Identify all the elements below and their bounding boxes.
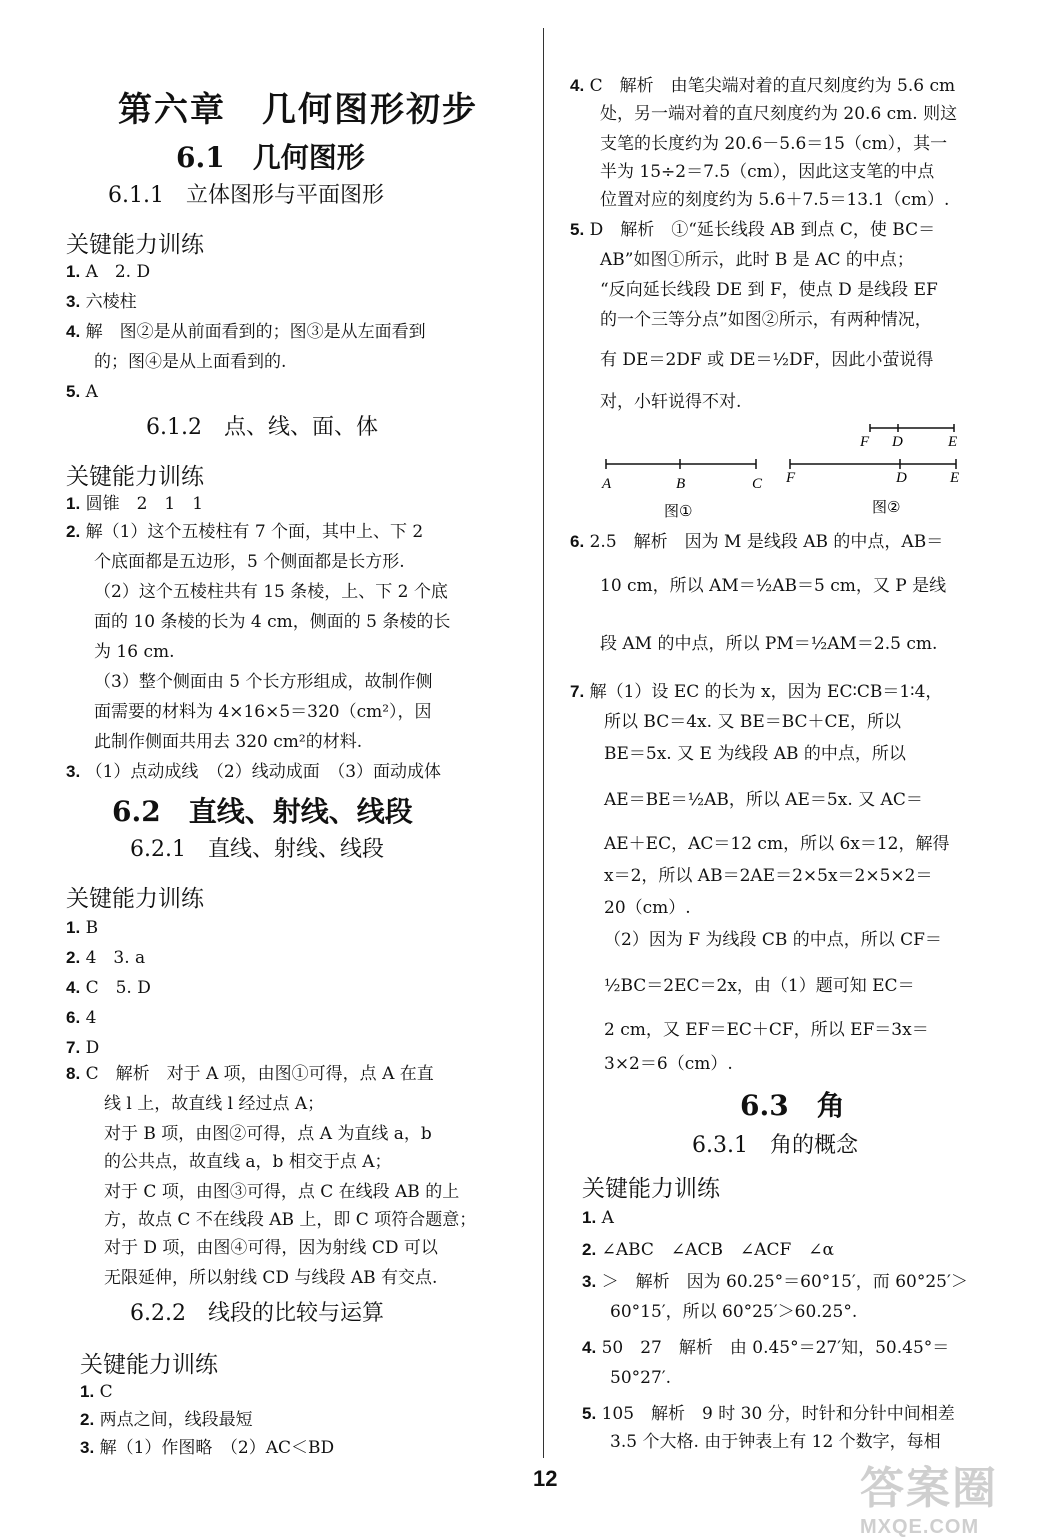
answer-line <box>600 104 957 124</box>
answer-line <box>66 382 98 402</box>
line-text: 解（1）作图略 （2）AC＜BD <box>99 1438 335 1458</box>
line-text: C 5. D <box>85 978 151 998</box>
answer-line <box>570 532 943 552</box>
line-text: x＝2，所以 AB＝2AE＝2×5x＝2×5×2＝ <box>604 866 933 886</box>
answer-line <box>66 322 426 342</box>
line-text: 六棱柱 <box>85 292 137 312</box>
segment-figure <box>600 424 980 524</box>
answer-line <box>66 262 150 282</box>
line-text: 两点之间，线段最短 <box>99 1410 253 1430</box>
answer-line <box>600 634 937 654</box>
question-number: 2. <box>582 1240 597 1259</box>
answer-line <box>600 280 938 300</box>
answer-line <box>604 834 950 854</box>
answer-line <box>600 310 932 330</box>
answer-line <box>66 1008 96 1028</box>
answer-line <box>604 1054 733 1074</box>
answer-line <box>66 918 98 938</box>
line-text: A <box>601 1208 614 1228</box>
line-text: 段 AM 的中点，所以 PM＝½AM＝2.5 cm. <box>600 634 938 654</box>
line-text: B <box>85 918 99 938</box>
answer-line <box>94 552 405 572</box>
line-text: 对，小轩说得不对. <box>600 392 742 412</box>
line-text: 支笔的长度约为 20.6－5.6＝15（cm），其一 <box>600 134 948 154</box>
answer-line <box>604 898 691 918</box>
question-number: 5. <box>570 220 585 239</box>
answer-line <box>570 682 942 702</box>
line-text: 此制作侧面共用去 320 cm²的材料. <box>94 732 363 752</box>
line-text: 3.5 个大格. 由于钟表上有 12 个数字，每相 <box>610 1432 941 1452</box>
line-text: 无限延伸，所以射线 CD 与线段 AB 有交点. <box>104 1268 438 1288</box>
answer-line <box>94 732 362 752</box>
answer-line <box>604 790 923 810</box>
line-text: 第六章 几何图形初步 <box>118 90 478 130</box>
line-text: 解（1）设 EC 的长为 x，因为 EC∶CB＝1∶4， <box>589 682 943 702</box>
exercise-heading <box>66 226 204 259</box>
question-number: 7. <box>66 1038 81 1057</box>
page-number: 12 <box>533 1466 558 1491</box>
answer-line <box>66 494 203 514</box>
answer-line <box>604 866 932 886</box>
line-text: ½BC＝2EC＝2x，由（1）题可知 EC＝ <box>604 976 915 996</box>
fig2a-point-f: F <box>860 434 870 450</box>
line-text: ＞ 解析 因为 60.25°＝60°15′，而 60°25′＞ <box>601 1272 968 1292</box>
answer-line <box>104 1268 437 1288</box>
line-text: （1）点动成线 （2）线动成面 （3）面动成体 <box>85 762 442 782</box>
answer-line <box>570 220 935 240</box>
line-text: C 解析 对于 A 项，由图①可得，点 A 在直 <box>85 1064 434 1084</box>
question-number: 2. <box>80 1410 95 1429</box>
answer-line <box>600 392 741 412</box>
answer-line <box>104 1182 459 1202</box>
section-title <box>112 790 413 830</box>
line-text: 有 DE＝2DF 或 DE＝½DF，因此小萤说得 <box>600 350 934 370</box>
answer-line <box>600 134 947 154</box>
answer-line <box>104 1210 476 1230</box>
line-text: D <box>85 1038 100 1058</box>
line-text: C 解析 由笔尖端对着的直尺刻度约为 5.6 cm <box>589 76 956 96</box>
answer-line <box>600 576 946 596</box>
question-number: 6. <box>66 1008 81 1027</box>
line-text: （2）这个五棱柱共有 15 条棱，上、下 2 个底 <box>94 582 448 602</box>
line-text: 6.2.2 线段的比较与运算 <box>130 1301 384 1326</box>
answer-line <box>94 612 450 632</box>
line-text: ∠ABC ∠ACB ∠ACF ∠α <box>601 1240 834 1260</box>
line-text: 的；图④是从上面看到的. <box>94 352 287 372</box>
fig1-point-c: C <box>752 476 763 492</box>
question-number: 3. <box>582 1272 597 1291</box>
answer-line <box>570 76 955 96</box>
answer-line <box>604 1020 929 1040</box>
line-text: 2 cm，又 EF＝EC＋CF，所以 EF＝3x＝ <box>604 1020 929 1040</box>
question-number: 4. <box>66 978 81 997</box>
line-text: 关键能力训练 <box>66 886 204 912</box>
fig1-point-a: A <box>602 476 612 492</box>
subsection-title <box>692 1128 858 1159</box>
line-text: 关键能力训练 <box>80 1352 218 1378</box>
watermark <box>860 1452 1040 1538</box>
answer-line <box>104 1238 438 1258</box>
question-number: 1. <box>66 494 81 513</box>
question-number: 1. <box>582 1208 597 1227</box>
line-text: 对于 C 项，由图③可得，点 C 在线段 AB 的上 <box>104 1182 460 1202</box>
question-number: 8. <box>66 1064 81 1083</box>
question-number: 6. <box>570 532 585 551</box>
question-number: 3. <box>66 762 81 781</box>
line-text: 圆锥 2 1 1 <box>85 494 204 514</box>
exercise-heading <box>66 458 204 491</box>
answer-line <box>582 1338 949 1358</box>
answer-line <box>582 1240 834 1260</box>
line-text: 解（1）这个五棱柱有 7 个面，其中上、下 2 <box>85 522 424 542</box>
answer-line <box>80 1410 253 1430</box>
line-text: 50°27′. <box>610 1368 672 1388</box>
answer-line <box>66 1064 434 1084</box>
question-number: 1. <box>80 1382 95 1401</box>
answer-line <box>604 930 942 950</box>
answer-line <box>66 762 441 782</box>
answer-line <box>610 1368 671 1388</box>
answer-line <box>604 744 906 764</box>
watermark-url: MXQE.COM <box>860 1516 980 1538</box>
line-text: （3）整个侧面由 5 个长方形组成，故制作侧 <box>94 672 433 692</box>
watermark-logo-text: 答案圈 <box>860 1464 998 1513</box>
question-number: 4. <box>66 322 81 341</box>
line-text: 60°15′，所以 60°25′＞60.25°. <box>610 1302 858 1322</box>
answer-line <box>94 582 448 602</box>
line-text: 105 解析 9 时 30 分，时针和分针中间相差 <box>601 1404 955 1424</box>
chapter-title <box>118 82 478 131</box>
question-number: 5. <box>582 1404 597 1423</box>
fig2-caption: 图② <box>872 498 901 516</box>
fig2b-point-d: D <box>896 470 907 486</box>
answer-line <box>80 1438 334 1458</box>
question-number: 1. <box>66 918 81 937</box>
answer-line <box>94 672 432 692</box>
answer-line <box>94 702 432 722</box>
question-number: 3. <box>66 292 81 311</box>
answer-line <box>66 292 137 312</box>
line-text: 2.5 解析 因为 M 是线段 AB 的中点，AB＝ <box>589 532 944 552</box>
question-number: 2. <box>66 522 81 541</box>
line-text: 对于 B 项，由图②可得，点 A 为直线 a，b <box>104 1124 432 1144</box>
line-text: 50 27 解析 由 0.45°＝27′知，50.45°＝ <box>601 1338 950 1358</box>
line-text: 4 3. a <box>85 948 146 968</box>
line-text: AE＋EC，AC＝12 cm，所以 6x＝12，解得 <box>604 834 950 854</box>
line-text: AB”如图①所示，此时 B 是 AC 的中点； <box>600 250 914 270</box>
question-number: 4. <box>570 76 585 95</box>
section-title <box>740 1084 845 1124</box>
line-text: BE＝5x. 又 E 为线段 AB 的中点，所以 <box>604 744 906 764</box>
question-number: 5. <box>66 382 81 401</box>
fig2b-point-f: F <box>786 470 796 486</box>
answer-line <box>582 1272 968 1292</box>
line-text: 关键能力训练 <box>66 464 204 490</box>
answer-line <box>600 162 934 182</box>
line-text: 的公共点，故直线 a，b 相交于点 A； <box>104 1152 392 1172</box>
line-text: “反向延长线段 DE 到 F，使点 D 是线段 EF <box>600 280 938 300</box>
question-number: 4. <box>582 1338 597 1357</box>
line-text: 半为 15÷2＝7.5（cm），因此这支笔的中点 <box>600 162 935 182</box>
answer-line <box>604 976 915 996</box>
line-text: 对于 D 项，由图④可得，因为射线 CD 可以 <box>104 1238 438 1258</box>
line-text: 位置对应的刻度约为 5.6＋7.5＝13.1（cm）. <box>600 190 950 210</box>
line-text: 6.2 直线、射线、线段 <box>112 795 413 828</box>
fig1-caption: 图① <box>664 502 693 520</box>
line-text: D 解析 ①“延长线段 AB 到点 C，使 BC＝ <box>589 220 936 240</box>
line-text: A 2. D <box>85 262 151 282</box>
answer-line <box>104 1124 432 1144</box>
exercise-heading <box>80 1346 218 1379</box>
line-text: 3×2＝6（cm）. <box>604 1054 733 1074</box>
line-text: 关键能力训练 <box>582 1176 720 1202</box>
line-text: 方，故点 C 不在线段 AB 上，即 C 项符合题意； <box>104 1210 477 1230</box>
answer-line <box>104 1152 392 1172</box>
line-text: AE＝BE＝½AB，所以 AE＝5x. 又 AC＝ <box>604 790 923 810</box>
line-text: 面需要的材料为 4×16×5＝320（cm²），因 <box>94 702 432 722</box>
line-text: 关键能力训练 <box>66 232 204 258</box>
question-number: 1. <box>66 262 81 281</box>
line-text: A <box>85 382 98 402</box>
answer-line <box>600 350 933 370</box>
fig2a-point-d: D <box>892 434 903 450</box>
line-text: 解 图②是从前面看到的；图③是从左面看到 <box>85 322 426 342</box>
answer-line <box>604 712 901 732</box>
answer-line <box>582 1208 614 1228</box>
line-text: 20（cm）. <box>604 898 691 918</box>
fig2a-point-e: E <box>948 434 958 450</box>
line-text: 10 cm，所以 AM＝½AB＝5 cm，又 P 是线 <box>600 576 947 596</box>
question-number: 7. <box>570 682 585 701</box>
exercise-heading <box>582 1170 720 1203</box>
line-text: 6.1.1 立体图形与平面图形 <box>108 183 384 208</box>
fig1-point-b: B <box>676 476 686 492</box>
line-text: 处，另一端对着的直尺刻度约为 20.6 cm. 则这 <box>600 104 958 124</box>
line-text: 6.2.1 直线、射线、线段 <box>130 837 384 862</box>
subsection-title <box>130 832 384 863</box>
column-divider <box>543 28 544 1458</box>
line-text: 6.1.2 点、线、面、体 <box>146 415 378 440</box>
line-text: （2）因为 F 为线段 CB 的中点，所以 CF＝ <box>604 930 942 950</box>
line-text: 6.3.1 角的概念 <box>692 1133 858 1158</box>
subsection-title <box>146 410 378 441</box>
line-text: 4 <box>85 1008 97 1028</box>
line-text: 个底面都是五边形，5 个侧面都是长方形. <box>94 552 405 572</box>
exercise-heading <box>66 880 204 913</box>
answer-line <box>66 978 151 998</box>
line-text: 所以 BC＝4x. 又 BE＝BC＋CE，所以 <box>604 712 901 732</box>
answer-line <box>582 1404 955 1424</box>
answer-line <box>600 190 949 210</box>
answer-line <box>610 1432 941 1452</box>
answer-line <box>610 1302 857 1322</box>
line-text: 的一个三等分点”如图②所示，有两种情况， <box>600 310 932 330</box>
line-text: C <box>99 1382 113 1402</box>
line-text: 线 l 上，故直线 l 经过点 A； <box>104 1094 325 1114</box>
line-text: 面的 10 条棱的长为 4 cm，侧面的 5 条棱的长 <box>94 612 451 632</box>
subsection-title <box>130 1296 384 1327</box>
answer-line <box>104 1094 324 1114</box>
answer-line <box>66 1038 99 1058</box>
answer-line <box>94 352 286 372</box>
line-text: 为 16 cm. <box>94 642 175 662</box>
answer-line <box>80 1382 113 1402</box>
question-number: 3. <box>80 1438 95 1457</box>
answer-line <box>66 948 145 968</box>
line-text: 6.3 角 <box>740 1089 845 1122</box>
fig2b-point-e: E <box>950 470 960 486</box>
question-number: 2. <box>66 948 81 967</box>
answer-line <box>600 250 914 270</box>
line-text: 6.1 几何图形 <box>176 141 365 174</box>
answer-line <box>94 642 174 662</box>
answer-line <box>66 522 423 542</box>
subsection-title <box>108 178 384 209</box>
section-title <box>176 136 365 176</box>
